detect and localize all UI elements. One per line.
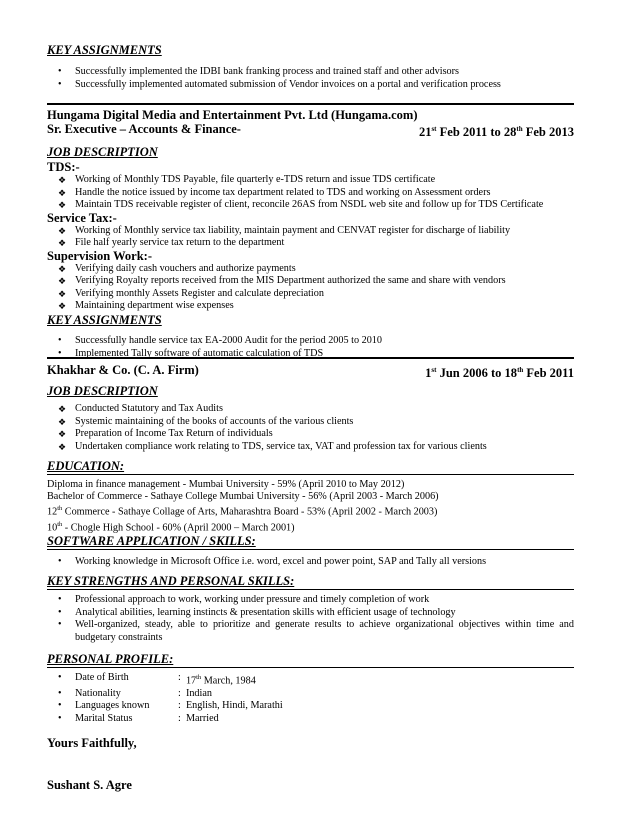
list-item: ❖ Maintain TDS receivable register of client, reconcile 26AS from NSDL web site and follow up for TDS Certificate [47, 199, 574, 212]
list-item: ❖ Handle the notice issued by income tax department related to TDS and working on Assessment orders [47, 187, 574, 200]
service-tax-heading: Service Tax:- [47, 210, 117, 225]
list-item: ❖ Maintaining department wise expenses [47, 300, 574, 313]
job-title: Sr. Executive – Accounts & Finance- [47, 122, 241, 136]
personal-profile-section [47, 652, 574, 725]
separator: : [178, 712, 181, 724]
job-title-row [47, 122, 574, 139]
supervision-heading: Supervision Work:- [47, 248, 152, 263]
profile-row-dob [47, 672, 574, 688]
list-item: ❖ Verifying Royalty reports received from the MIS Department authorized the same and share with vendors [47, 275, 574, 288]
software-section [47, 534, 574, 569]
profile-label: • Date of Birth [75, 672, 129, 683]
section-heading: SOFTWARE APPLICATION / SKILLS: [47, 534, 574, 550]
list-item: • Professional approach to work, working under pressure and timely completion of work [47, 594, 574, 607]
education-line [47, 503, 574, 519]
edu-part: 12 [47, 506, 58, 518]
job-dates [425, 363, 574, 380]
company-name: Hungama Digital Media and Entertainment Pvt. Ltd (Hungama.com) [47, 108, 418, 122]
salutation: Yours Faithfully, [47, 736, 137, 750]
separator: : [178, 687, 181, 699]
divider [47, 103, 574, 105]
company-row [47, 363, 574, 380]
edu-part: 10 [47, 522, 58, 534]
section-heading: KEY STRENGTHS AND PERSONAL SKILLS: [47, 574, 574, 590]
edu-sup: th [57, 521, 63, 528]
profile-label: • Languages known [75, 700, 150, 712]
list-item: ❖ Undertaken compliance work relating to TDS, service tax, VAT and profession tax for various clients [47, 441, 574, 454]
profile-value [186, 672, 256, 688]
profile-value: English, Hindi, Marathi [185, 700, 283, 712]
profile-value: Indian [185, 687, 212, 699]
profile-label: • Marital Status [75, 712, 133, 724]
tds-heading: TDS:- [47, 160, 80, 175]
job-description-heading: JOB DESCRIPTION [47, 145, 158, 160]
job-description-heading: JOB DESCRIPTION [47, 384, 158, 399]
dob-part: March, 1984 [201, 675, 256, 687]
edu-part: - Chogle High School - 60% (April 2000 – March 2001) [62, 522, 295, 534]
date-part: Feb 2011 [523, 366, 574, 381]
divider [47, 357, 574, 359]
dob-part: 17 [185, 675, 197, 687]
education-section [47, 459, 574, 535]
date-sup: st [431, 366, 437, 374]
list-item: • Successfully implemented automated submission of Vendor invoices on a portal and verification process [47, 79, 574, 92]
separator: : [178, 672, 181, 683]
section-heading: KEY ASSIGNMENTS [47, 43, 162, 57]
education-line: Diploma in finance management - Mumbai University - 59% (April 2010 to May 2012) [47, 479, 405, 490]
strengths-section [47, 574, 574, 644]
list-item: ❖ Preparation of Income Tax Return of individuals [47, 428, 574, 441]
education-line [47, 519, 574, 535]
job-khakhar [47, 363, 574, 453]
section-heading: PERSONAL PROFILE: [47, 652, 574, 668]
list-item: ❖ Systemic maintaining of the books of accounts of the various clients [47, 416, 574, 429]
company-name: Khakhar & Co. (C. A. Firm) [47, 363, 199, 377]
education-line: Bachelor of Commerce - Sathaye College Mumbai University - 56% (April 2003 - March 2006) [47, 491, 439, 503]
date-part: Feb 2011 to 28 [436, 125, 517, 140]
list-item: ❖ Working of Monthly service tax liability, maintain payment and CENVAT register for discharge of liability [47, 225, 574, 238]
key-assignments-heading: KEY ASSIGNMENTS [47, 312, 162, 327]
list-item: • Successfully implemented the IDBI bank franking process and trained staff and other advisors [47, 66, 574, 79]
job-dates [419, 122, 574, 139]
separator: : [178, 700, 181, 712]
list-item: ❖ Verifying daily cash vouchers and authorize payments [47, 263, 574, 276]
list-item: ❖ Working of Monthly TDS Payable, file quarterly e-TDS return and issue TDS certificate [47, 174, 574, 187]
list-item: ❖ Conducted Statutory and Tax Audits [47, 403, 574, 416]
date-part: Feb 2013 [522, 125, 574, 140]
profile-label: • Nationality [75, 687, 121, 699]
date-part: 1 [425, 366, 432, 381]
profile-row-nationality [47, 688, 574, 701]
key-assignments-section-1 [47, 43, 574, 91]
signature-name: Sushant S. Agre [47, 778, 132, 792]
list-item: • Analytical abilities, learning instincts & presentation skills with efficient usage of technology [47, 607, 574, 620]
list-item: • Working knowledge in Microsoft Office i.e. word, excel and power point, SAP and Tally all versions [47, 556, 574, 569]
list-item: ❖ File half yearly service tax return to the department [47, 237, 574, 250]
section-heading: EDUCATION: [47, 459, 574, 475]
date-sup: th [516, 125, 523, 133]
date-sup: st [431, 125, 437, 133]
list-item: ❖ Verifying monthly Assets Register and calculate depreciation [47, 288, 574, 301]
dob-sup: th [196, 674, 202, 681]
job-hungama [47, 108, 574, 361]
list-item: • Well-organized, steady, able to prioritize and generate results to achieve organizational objectives within time and budgetary constraints [47, 619, 574, 644]
profile-row-marital [47, 713, 574, 726]
date-sup: th [517, 366, 524, 374]
date-part: Jun 2006 to 18 [436, 366, 518, 381]
date-part: 21 [418, 125, 432, 140]
profile-value: Married [185, 712, 219, 724]
profile-row-languages [47, 700, 574, 713]
list-item: • Successfully handle service tax EA-2000 Audit for the period 2005 to 2010 [47, 334, 574, 348]
edu-part: Commerce - Sathaye Collage of Arts, Maharashtra Board - 53% (April 2002 - March 2003) [62, 506, 438, 518]
edu-sup: th [57, 505, 63, 513]
list-item: • Implemented Tally software of automatic calculation of TDS [47, 347, 574, 361]
